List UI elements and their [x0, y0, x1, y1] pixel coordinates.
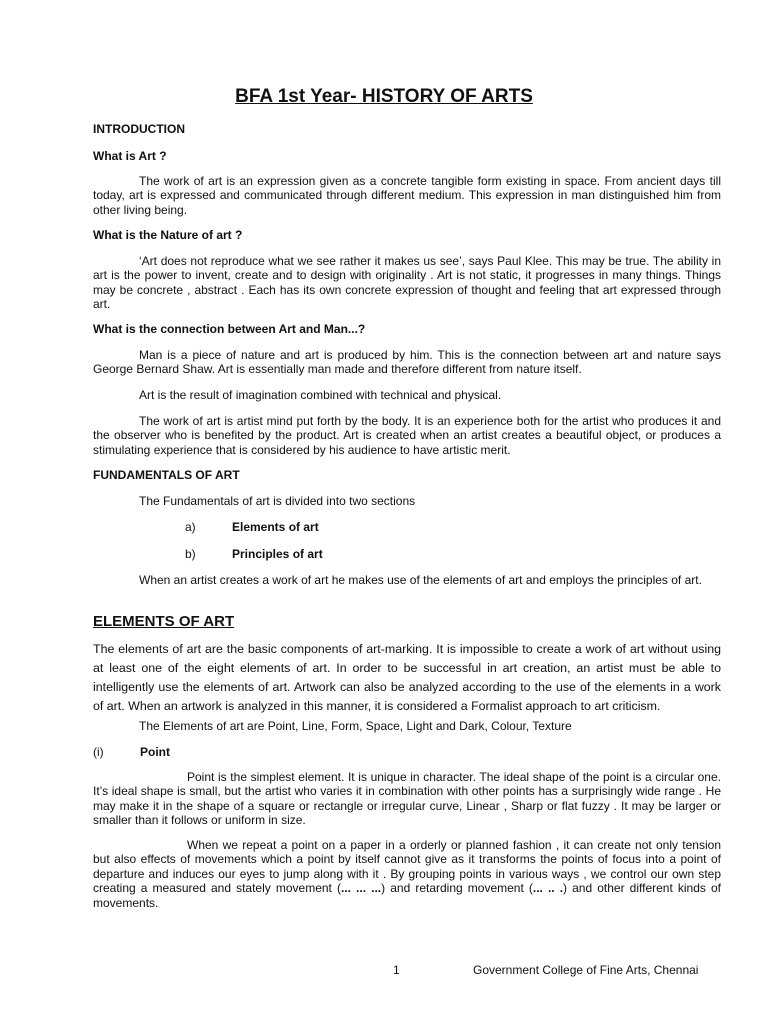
paragraph-fundamentals: The Fundamentals of art is divided into two sections [139, 494, 416, 508]
question-art-and-man: What is the connection between Art and Man...? [93, 322, 366, 336]
list-item-label: b) [185, 547, 196, 561]
paragraph-imagination: Art is the result of imagination combined with technical and physical. [139, 388, 502, 402]
point-title: Point [140, 745, 170, 759]
elements-heading: ELEMENTS OF ART [93, 613, 235, 630]
list-item-text: Elements of art [232, 520, 319, 534]
paragraph-point: Point is the simplest element. It is unique in character. The ideal shape of the point is a circular one. It’s ideal shape is small, but the artist who varies it in combination with other points has a surprisingly wide range . He may make it in the shape of a square or rectangle or irregular curve, Linear , Sharp or flat fuzzy . It may be larger or smaller than it follows or uniform in size. [93, 770, 721, 828]
question-what-is-art: What is Art ? [93, 149, 167, 163]
paragraph-elements: The elements of art are the basic components of art-marking. It is impossible to create a work of art without using at least one of the eight elements of art. In order to be successful in art creation, an artist must be able to intelligently use the elements of art. Artwork can also be analyzed according to the use of the elements in a work of art. When an artwork is analyzed in this manner, it is considered a Formalist approach to art criticism. [93, 642, 721, 713]
page-title: BFA 1st Year- HISTORY OF ARTS [235, 86, 533, 107]
question-nature-of-art: What is the Nature of art ? [93, 228, 243, 242]
paragraph-what-is-art: The work of art is an expression given as a concrete tangible form existing in space. From ancient days till today, art is expressed and communicated through different medium. This expression in man distinguished him from other living being. [93, 174, 721, 217]
point-label: (i) [93, 745, 104, 759]
list-item-label: a) [185, 520, 196, 534]
list-item-text: Principles of art [232, 547, 323, 561]
page-number: 1 [393, 963, 400, 977]
paragraph-nature-of-art: ‘Art does not reproduce what we see rather it makes us see’, says Paul Klee. This may be true. The ability in art is the power to invent, create and to design with originality . Art is not static, it progresses in many things. Things may be concrete , abstract . Each has its own concrete expression of thought and feeling that art expressed through art. [93, 254, 721, 312]
footer-text: Government College of Fine Arts, Chennai [473, 963, 699, 977]
fundamentals-heading: FUNDAMENTALS OF ART [93, 468, 240, 482]
paragraph-art-and-man: Man is a piece of nature and art is produced by him. This is the connection between art and nature says George Bernard Shaw. Art is essentially man made and therefore different from nature itself. [93, 348, 721, 377]
paragraph-elements-list: The Elements of art are Point, Line, Form, Space, Light and Dark, Colour, Texture [139, 719, 572, 733]
paragraph-point-repeat: When we repeat a point on a paper in a orderly or planned fashion , it can create not only tension but also effects of movements which a point by itself cannot give as it transforms the points of focus into a point of departure and induces our eyes to jump along with it . By grouping points in various ways , we control our own step creating a measured and stately movement (... ... ...) and retarding movement (... .. .) and other different kinds of movements. [93, 838, 721, 910]
intro-heading: INTRODUCTION [93, 122, 185, 136]
paragraph-work-of-art: The work of art is artist mind put forth by the body. It is an experience both for the artist who produces it and the observer who is benefited by the product. Art is created when an artist creates a beautiful object, or produces a stimulating experience that is considered by his audience to have artistic merit. [93, 414, 721, 457]
paragraph-principles: When an artist creates a work of art he makes use of the elements of art and employs the principles of art. [139, 573, 702, 587]
